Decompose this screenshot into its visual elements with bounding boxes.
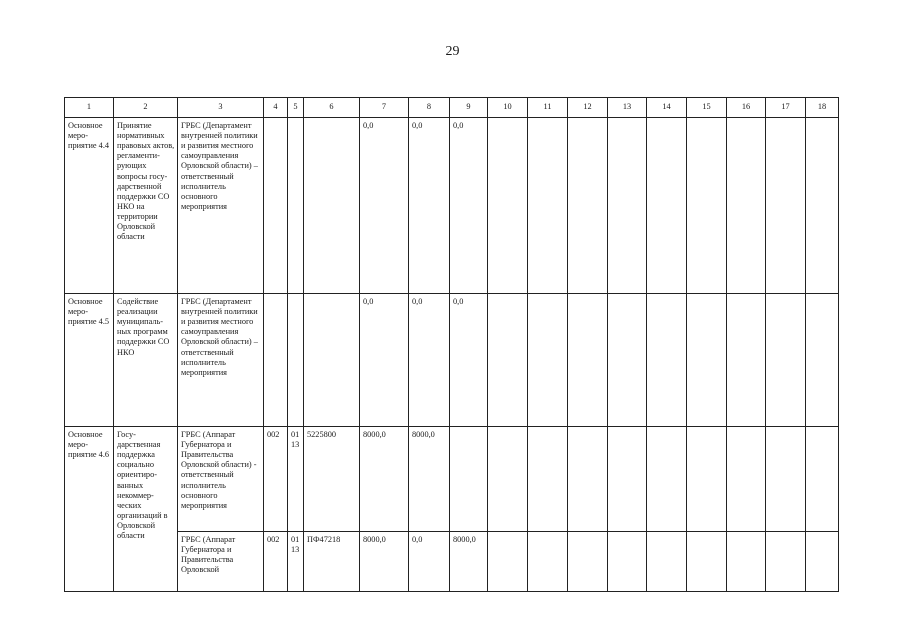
empty-cell bbox=[488, 294, 528, 427]
empty-cell bbox=[488, 118, 528, 294]
col-header: 9 bbox=[450, 98, 488, 118]
event-description-cell: Принятие нормативных правовых актов, регламенти-рующих вопросы госу-дарственной поддержки СО НКО на территории Орловской области bbox=[114, 118, 178, 294]
value-cell: 8000,0 bbox=[360, 532, 409, 592]
target-code-cell bbox=[304, 118, 360, 294]
value-cell bbox=[450, 427, 488, 532]
budget-table bbox=[64, 97, 839, 592]
value-cell: 0,0 bbox=[450, 294, 488, 427]
event-name-cell: Основное меро-приятие 4.4 bbox=[65, 118, 114, 294]
empty-cell bbox=[528, 532, 568, 592]
value-cell: 8000,0 bbox=[360, 427, 409, 532]
responsible-cell: ГРБС (Департамент внутренней политики и развития местного самоуправления Орловской области) – ответственный исполнитель основного мероприятия bbox=[178, 118, 264, 294]
value-cell: 0,0 bbox=[409, 532, 450, 592]
empty-cell bbox=[568, 118, 608, 294]
empty-cell bbox=[647, 294, 687, 427]
empty-cell bbox=[568, 427, 608, 532]
col-header: 4 bbox=[264, 98, 288, 118]
col-header: 6 bbox=[304, 98, 360, 118]
empty-cell bbox=[806, 427, 839, 532]
table-row bbox=[65, 427, 839, 532]
value-cell: 0,0 bbox=[360, 294, 409, 427]
empty-cell bbox=[727, 532, 766, 592]
code-cell: 002 bbox=[264, 532, 288, 592]
col-header: 7 bbox=[360, 98, 409, 118]
target-code-cell: ПФ47218 bbox=[304, 532, 360, 592]
empty-cell bbox=[687, 427, 727, 532]
empty-cell bbox=[608, 118, 647, 294]
empty-cell bbox=[766, 118, 806, 294]
value-cell: 0,0 bbox=[360, 118, 409, 294]
empty-cell bbox=[727, 118, 766, 294]
col-header: 10 bbox=[488, 98, 528, 118]
event-description-cell: Содействие реализации муниципаль-ных программ поддержки СО НКО bbox=[114, 294, 178, 427]
code-cell bbox=[264, 294, 288, 427]
col-header: 13 bbox=[608, 98, 647, 118]
section-cell: 01 13 bbox=[288, 427, 304, 532]
empty-cell bbox=[647, 118, 687, 294]
col-header: 17 bbox=[766, 98, 806, 118]
value-cell: 0,0 bbox=[409, 294, 450, 427]
table-row bbox=[65, 294, 839, 427]
col-header: 16 bbox=[727, 98, 766, 118]
empty-cell bbox=[727, 427, 766, 532]
empty-cell bbox=[766, 427, 806, 532]
section-cell bbox=[288, 294, 304, 427]
responsible-cell: ГРБС (Аппарат Губернатора и Правительства Орловской области) - ответственный исполнитель основного мероприятия bbox=[178, 427, 264, 532]
col-header: 5 bbox=[288, 98, 304, 118]
col-header: 14 bbox=[647, 98, 687, 118]
empty-cell bbox=[687, 118, 727, 294]
empty-cell bbox=[608, 532, 647, 592]
empty-cell bbox=[647, 427, 687, 532]
empty-cell bbox=[528, 427, 568, 532]
event-name-cell: Основное меро-приятие 4.5 bbox=[65, 294, 114, 427]
responsible-cell: ГРБС (Аппарат Губернатора и Правительства Орловской bbox=[178, 532, 264, 592]
event-name-cell: Основное меро-приятие 4.6 bbox=[65, 427, 114, 592]
empty-cell bbox=[608, 427, 647, 532]
empty-cell bbox=[568, 532, 608, 592]
empty-cell bbox=[687, 532, 727, 592]
target-code-cell: 5225800 bbox=[304, 427, 360, 532]
value-cell: 0,0 bbox=[409, 118, 450, 294]
col-header: 15 bbox=[687, 98, 727, 118]
table-header-row bbox=[65, 98, 839, 118]
code-cell bbox=[264, 118, 288, 294]
empty-cell bbox=[528, 118, 568, 294]
empty-cell bbox=[687, 294, 727, 427]
col-header: 3 bbox=[178, 98, 264, 118]
value-cell: 0,0 bbox=[450, 118, 488, 294]
value-cell: 8000,0 bbox=[450, 532, 488, 592]
empty-cell bbox=[727, 294, 766, 427]
col-header: 2 bbox=[114, 98, 178, 118]
empty-cell bbox=[766, 532, 806, 592]
responsible-cell: ГРБС (Департамент внутренней политики и развития местного самоуправления Орловской области) – ответственный исполнитель мероприятия bbox=[178, 294, 264, 427]
col-header: 11 bbox=[528, 98, 568, 118]
section-cell bbox=[288, 118, 304, 294]
empty-cell bbox=[806, 294, 839, 427]
col-header: 1 bbox=[65, 98, 114, 118]
empty-cell bbox=[528, 294, 568, 427]
empty-cell bbox=[806, 532, 839, 592]
target-code-cell bbox=[304, 294, 360, 427]
empty-cell bbox=[647, 532, 687, 592]
col-header: 18 bbox=[806, 98, 839, 118]
empty-cell bbox=[608, 294, 647, 427]
page-number: 29 bbox=[445, 44, 460, 59]
table-row bbox=[65, 118, 839, 294]
col-header: 12 bbox=[568, 98, 608, 118]
event-description-cell: Госу-дарственная поддержка социально ориентиро-ванных некоммер-ческих организаций в Орловской области bbox=[114, 427, 178, 592]
empty-cell bbox=[806, 118, 839, 294]
empty-cell bbox=[766, 294, 806, 427]
value-cell: 8000,0 bbox=[409, 427, 450, 532]
col-header: 8 bbox=[409, 98, 450, 118]
code-cell: 002 bbox=[264, 427, 288, 532]
empty-cell bbox=[488, 532, 528, 592]
empty-cell bbox=[488, 427, 528, 532]
table-row bbox=[65, 532, 839, 592]
empty-cell bbox=[568, 294, 608, 427]
section-cell: 01 13 bbox=[288, 532, 304, 592]
